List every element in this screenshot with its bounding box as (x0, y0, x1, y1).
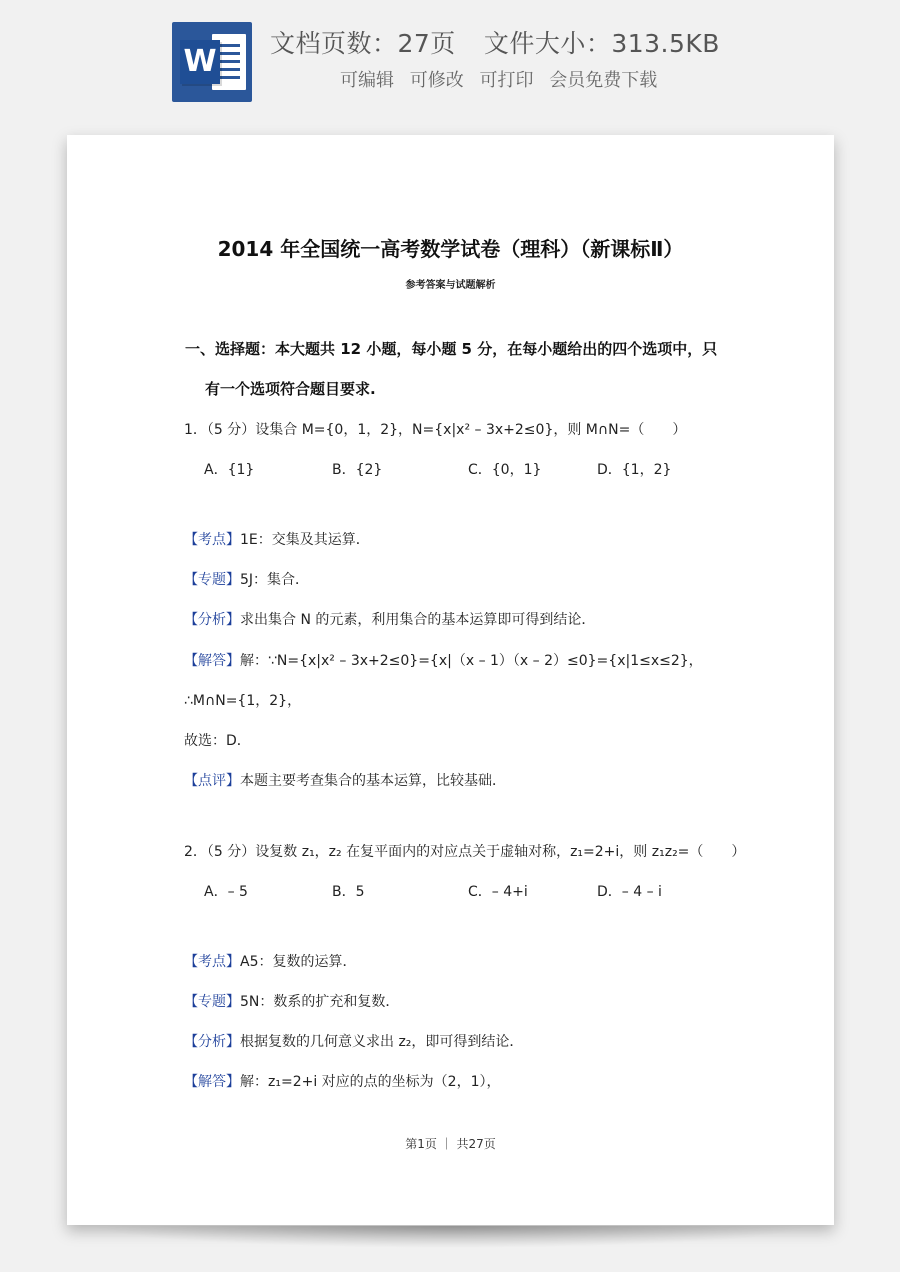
page-shadow (90, 1226, 810, 1248)
q2-kaodian-text: A5：复数的运算． (240, 954, 357, 970)
q1-zhuanti (184, 569, 309, 589)
q2-option-b: B．5 (332, 884, 365, 900)
q2-option-d: D．– 4 – i (597, 884, 662, 900)
word-document-icon (172, 22, 252, 102)
q1-dianping-tag: 【点评】 (184, 773, 240, 789)
q2-jieda-tag: 【解答】 (184, 1074, 240, 1090)
document-page[interactable] (67, 135, 834, 1225)
q1-kaodian-text: 1E：交集及其运算． (240, 532, 370, 548)
q2-zhuanti (184, 991, 399, 1011)
q1-fenxi (184, 609, 595, 629)
q2-option-c: C．– 4+i (468, 884, 528, 900)
q1-jieda-tag: 【解答】 (184, 653, 240, 669)
page-count: 文档页数：27页 (270, 29, 456, 58)
feature-editable: 可编辑 (340, 70, 394, 91)
q1-dianping-text: 本题主要考查集合的基本运算，比较基础． (240, 773, 506, 789)
q1-stem: 1．（5 分）设集合 M={0，1，2}，N={x|x² – 3x+2≤0}，则 M∩N=（ ） (184, 422, 687, 438)
feature-printable: 可打印 (479, 70, 534, 91)
q1-option-d: D．{1，2} (597, 462, 672, 478)
file-size: 文件大小：313.5KB (483, 29, 720, 58)
q1-jieda (184, 650, 703, 670)
q1-jieda-text: 解：∵N={x|x² – 3x+2≤0}={x|（x – 1）（x – 2）≤0}={x|1≤x≤2}， (240, 653, 703, 669)
q1-solution-line2: ∴M∩N={1，2}， (184, 693, 302, 709)
q1-zhuanti-text: 5J：集合． (240, 572, 310, 588)
q1-kaodian-tag: 【考点】 (184, 532, 240, 548)
q1-solution-line3: 故选：D． (184, 733, 251, 749)
feature-list (340, 66, 667, 92)
file-meta (270, 24, 720, 60)
section-heading-line1: 一、选择题：本大题共 12 小题，每小题 5 分，在每小题给出的四个选项中，只 (185, 340, 718, 358)
q2-zhuanti-text: 5N：数系的扩充和复数． (240, 994, 400, 1010)
feature-member-free: 会员免费下载 (549, 70, 658, 91)
doc-subtitle: 参考答案与试题解析 (405, 280, 496, 291)
q1-kaodian (184, 529, 370, 549)
q1-dianping (184, 770, 506, 790)
q1-option-b: B．{2} (332, 462, 383, 478)
q2-jieda-text: 解：z₁=2+i 对应的点的坐标为（2，1）， (240, 1074, 501, 1090)
word-logo-letter: W (180, 40, 220, 84)
page-footer: 第1页 ｜ 共27页 (405, 1137, 496, 1151)
feature-modifiable: 可修改 (409, 70, 464, 91)
q2-fenxi (184, 1031, 523, 1051)
section-heading-line2: 有一个选项符合题目要求. (205, 380, 376, 398)
download-banner (0, 0, 900, 115)
q2-fenxi-tag: 【分析】 (184, 1034, 240, 1050)
doc-title: 2014 年全国统一高考数学试卷（理科）（新课标Ⅱ） (217, 237, 684, 261)
q2-kaodian-tag: 【考点】 (184, 954, 240, 970)
q1-option-c: C．{0，1} (468, 462, 542, 478)
q1-fenxi-text: 求出集合 N 的元素，利用集合的基本运算即可得到结论． (240, 612, 596, 628)
q1-option-a: A．{1} (204, 462, 255, 478)
q2-kaodian (184, 951, 356, 971)
q1-fenxi-tag: 【分析】 (184, 612, 240, 628)
q2-option-a: A．– 5 (204, 884, 248, 900)
q2-stem: 2．（5 分）设复数 z₁，z₂ 在复平面内的对应点关于虚轴对称，z₁=2+i，则 z₁z₂=（ ） (184, 844, 746, 860)
q2-zhuanti-tag: 【专题】 (184, 994, 240, 1010)
q2-fenxi-text: 根据复数的几何意义求出 z₂，即可得到结论． (240, 1034, 524, 1050)
q1-zhuanti-tag: 【专题】 (184, 572, 240, 588)
q2-jieda (184, 1071, 500, 1091)
